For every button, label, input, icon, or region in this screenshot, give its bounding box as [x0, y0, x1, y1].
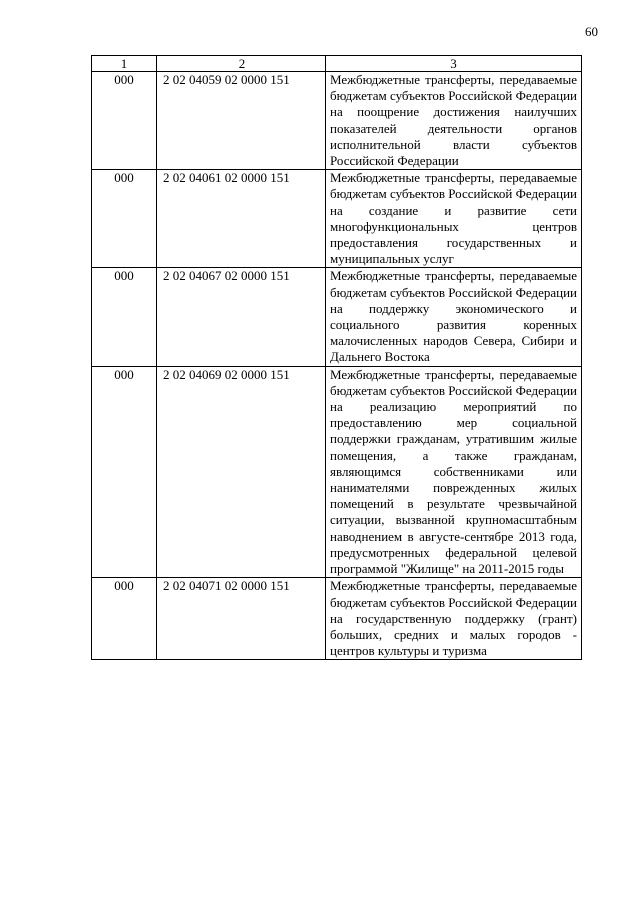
- table-row: [92, 578, 582, 660]
- description-cell: Межбюджетные трансферты, передаваемые бюджетам субъектов Российской Федерации на государственную поддержку (грант) больших, средних и малых городов - центров культуры и туризма: [326, 578, 582, 660]
- budget-codes-table: [91, 55, 582, 660]
- header-col-1: 1: [92, 56, 157, 72]
- header-col-3: 3: [326, 56, 582, 72]
- budget-code-cell: 2 02 04071 02 0000 151: [157, 578, 326, 660]
- description-cell: Межбюджетные трансферты, передаваемые бюджетам субъектов Российской Федерации на поощрение достижения наилучших показателей деятельности органов исполнительной власти субъектов Российской Федерации: [326, 72, 582, 170]
- page-number: 60: [585, 24, 598, 39]
- admin-code-cell: 000: [92, 170, 157, 268]
- table-header-row: [92, 56, 582, 72]
- table-row: [92, 72, 582, 170]
- budget-code-cell: 2 02 04061 02 0000 151: [157, 170, 326, 268]
- budget-code-cell: 2 02 04067 02 0000 151: [157, 268, 326, 366]
- description-cell: Межбюджетные трансферты, передаваемые бюджетам субъектов Российской Федерации на реализацию мероприятий по предоставлению мер социальной поддержки гражданам, утратившим жилые помещения, а также гражданам, являющимся собственниками или нанимателями поврежденных жилых помещений в результате чрезвычайной ситуации, вызванной крупномасштабным наводнением в августе-сентябре 2013 года, предусмотренных федеральной целевой программой "Жилище" на 2011-2015 годы: [326, 366, 582, 578]
- admin-code-cell: 000: [92, 268, 157, 366]
- admin-code-cell: 000: [92, 366, 157, 578]
- table-row: [92, 170, 582, 268]
- budget-code-cell: 2 02 04059 02 0000 151: [157, 72, 326, 170]
- description-cell: Межбюджетные трансферты, передаваемые бюджетам субъектов Российской Федерации на создание и развитие сети многофункциональных центров предоставления государственных и муниципальных услуг: [326, 170, 582, 268]
- header-col-2: 2: [157, 56, 326, 72]
- admin-code-cell: 000: [92, 578, 157, 660]
- table-row: [92, 366, 582, 578]
- description-cell: Межбюджетные трансферты, передаваемые бюджетам субъектов Российской Федерации на поддержку экономического и социального развития коренных малочисленных народов Севера, Сибири и Дальнего Востока: [326, 268, 582, 366]
- table-row: [92, 268, 582, 366]
- budget-code-cell: 2 02 04069 02 0000 151: [157, 366, 326, 578]
- admin-code-cell: 000: [92, 72, 157, 170]
